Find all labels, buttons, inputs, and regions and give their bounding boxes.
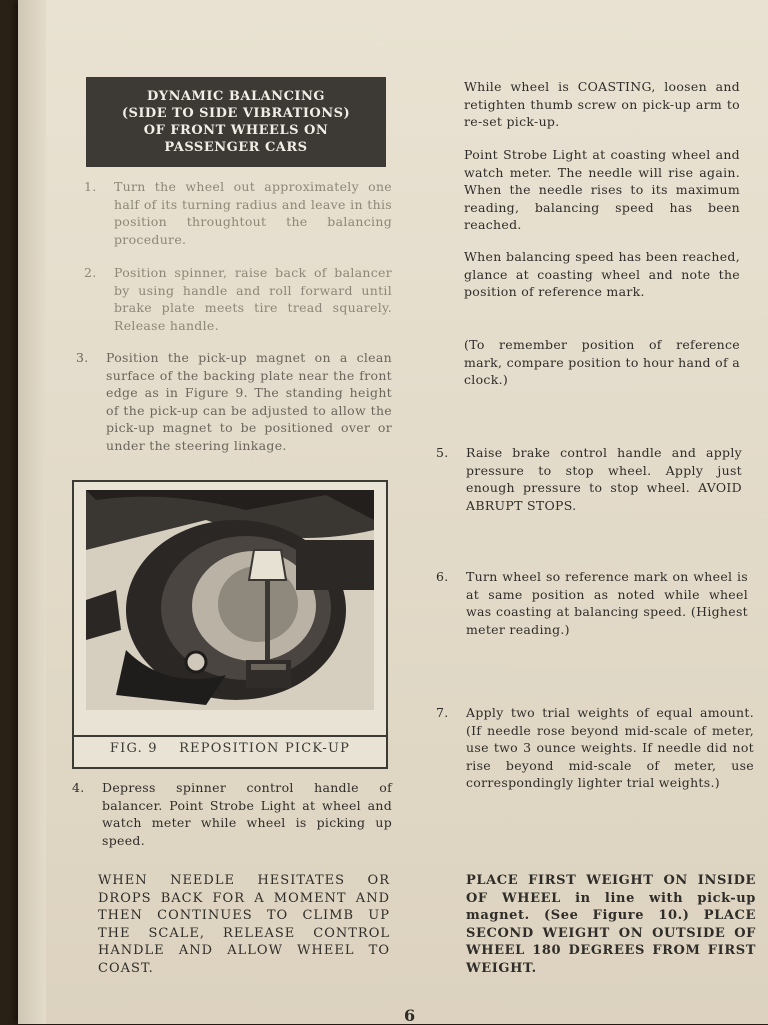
step-text: Turn the wheel out approximately one half of its turning radius and leave in this position throughtout the balancing procedure. (114, 179, 392, 247)
page-number: 6 (404, 1006, 416, 1025)
step-text: Depress spinner control handle of balancer. Point Strobe Light at wheel and watch meter while wheel is picking up speed. (102, 780, 392, 848)
header-line-3: OF FRONT WHEELS ON (143, 123, 329, 138)
header-line-1: DYNAMIC BALANCING (147, 89, 325, 104)
step-number: 3. (76, 350, 89, 365)
weight-placement-note: PLACE FIRST WEIGHT ON INSIDE OF WHEEL in line with pick-up magnet. (See Figure 10.) PLACE SECOND WEIGHT ON OUTSIDE OF WHEEL 180 DEGREES FROM FIRST WEIGHT. (466, 873, 756, 976)
strobe-paragraph: Point Strobe Light at coasting wheel and watch meter. The needle will rise again. When the needle rises to its maximum reading, balancing speed has been reached. (464, 147, 740, 232)
section-header (86, 77, 386, 167)
clock-hint-paragraph: (To remember position of reference mark, compare position to hour hand of a clock.) (464, 337, 740, 387)
step-number: 2. (84, 265, 97, 280)
header-line-2: (SIDE TO SIDE VIBRATIONS) (121, 106, 351, 121)
coasting-paragraph: While wheel is COASTING, loosen and retighten thumb screw on pick-up arm to re-set pick-up. (464, 79, 740, 129)
step-number: 6. (436, 569, 449, 584)
reference-mark-paragraph: When balancing speed has been reached, glance at coasting wheel and note the position of reference mark. (464, 249, 740, 299)
step-text: Apply two trial weights of equal amount. (If needle rose beyond mid-scale of meter, use two 3 ounce weights. If needle did not rise beyond mid-scale of meter, use correspondingly lighter trial weights.) (466, 705, 754, 790)
step-number: 5. (436, 445, 449, 460)
figure-caption: FIG. 9 REPOSITION PICK-UP (109, 741, 351, 756)
step-text: Raise brake control handle and apply pressure to stop wheel. Apply just enough pressure to stop wheel. AVOID ABRUPT STOPS. (466, 445, 742, 513)
release-handle-note: WHEN NEEDLE HESITATES OR DROPS BACK FOR A MOMENT AND THEN CONTINUES TO CLIMB UP THE SCALE, RELEASE CONTROL HANDLE AND ALLOW WHEEL TO COAST. (98, 873, 390, 976)
step-text: Position spinner, raise back of balancer by using handle and roll forward until brake plate meets tire tread squarely. Release handle. (114, 265, 392, 333)
page-edge (18, 0, 46, 1024)
wheel-drum-illustration (86, 490, 374, 710)
figure-9 (72, 480, 388, 769)
caption-divider (74, 735, 386, 737)
step-number: 7. (436, 705, 449, 720)
step-number: 4. (72, 780, 85, 795)
step-text: Turn wheel so reference mark on wheel is at same position as noted while wheel was coasting at balancing speed. (Highest meter reading.) (466, 569, 748, 637)
header-line-4: PASSENGER CARS (164, 140, 308, 155)
step-number: 1. (84, 179, 97, 194)
wheel-pickup-photo (86, 490, 374, 710)
step-text: Position the pick-up magnet on a clean surface of the backing plate near the front edge as in Figure 9. The standing height of the pick-up can be adjusted to allow the pick-up magnet to be positioned over or under the steering linkage. (106, 350, 392, 453)
